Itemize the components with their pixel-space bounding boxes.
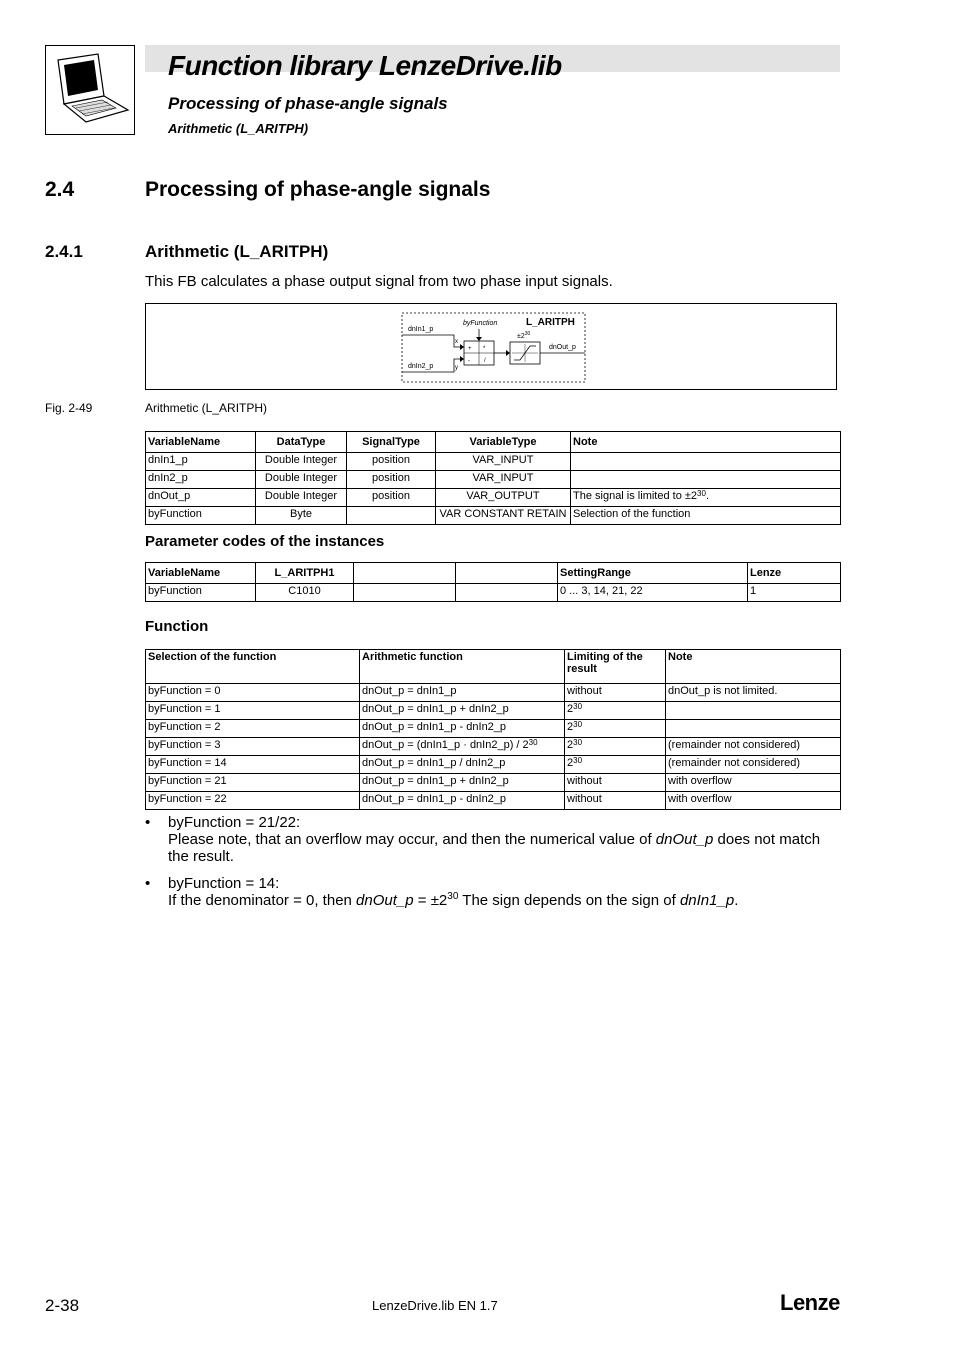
table-row: dnOut_p Double Integer position VAR_OUTPUT The signal is limited to $\pm 2^{30}$. <box>146 489 841 507</box>
table-header-row: Selection of the function Arithmetic function Limiting of the result Note <box>146 650 841 684</box>
function-heading: Function <box>145 618 209 635</box>
section-title: Processing of phase-angle signals <box>145 178 491 201</box>
block-diagram <box>146 304 836 389</box>
brand-logo: Lenze <box>780 1290 840 1315</box>
laptop-logo <box>45 45 135 135</box>
header-subsubtitle: Arithmetic (L_ARITPH) <box>168 121 309 136</box>
figure-frame <box>145 303 837 390</box>
variable-table <box>145 431 841 525</box>
document-id: LenzeDrive.lib EN 1.7 <box>372 1298 498 1313</box>
param-heading: Parameter codes of the instances <box>145 533 385 550</box>
table-row: byFunction = 0 dnOut_p = dnIn1_p without dnOut_p is not limited. <box>146 684 841 702</box>
limit-label: $\pm 2^{30}$ <box>517 331 531 340</box>
notes-list <box>145 814 845 919</box>
svg-text:x: x <box>455 339 458 345</box>
param-table <box>145 562 841 602</box>
subsection-title: Arithmetic (L_ARITPH) <box>145 242 329 261</box>
table-row: byFunction = 1 dnOut_p = dnIn1_p + dnIn2_p $2^{30}$ <box>146 702 841 720</box>
input2-label: dnIn2_p <box>408 363 434 370</box>
header-subtitle: Processing of phase-angle signals <box>168 94 448 113</box>
subsection-number: 2.4.1 <box>45 242 83 261</box>
intro-text: This FB calculates a phase output signal from two phase input signals. <box>145 273 613 290</box>
figure-caption: Arithmetic (L_ARITPH) <box>145 401 268 415</box>
svg-text:-: - <box>468 358 470 364</box>
table-row: byFunction Byte VAR CONSTANT RETAIN Selection of the function <box>146 507 841 525</box>
output-label: dnOut_p <box>549 344 576 351</box>
page-number: 2-38 <box>45 1296 80 1315</box>
table-row: byFunction = 21 dnOut_p = dnIn1_p + dnIn2_p without with overflow <box>146 774 841 792</box>
figure-number: Fig. 2-49 <box>45 401 93 415</box>
page-title: Function library LenzeDrive.lib <box>168 50 562 81</box>
table-header-row: VariableName L_ARITPH1 SettingRange Lenze <box>146 563 841 584</box>
section-number: 2.4 <box>45 178 75 201</box>
table-row: byFunction = 3 dnOut_p = (dnIn1_p · dnIn2_p) / $2^{30}$ $2^{30}$ (remainder not considered) <box>146 738 841 756</box>
table-row: dnIn2_p Double Integer position VAR_INPUT <box>146 471 841 489</box>
svg-text:y: y <box>455 365 458 371</box>
svg-text:+: + <box>468 346 472 352</box>
list-item: • byFunction = 21/22: Please note, that an overflow may occur, and then the numerical value of dnOut_p does not match the result. <box>145 814 821 865</box>
svg-text:*: * <box>483 346 486 352</box>
fb-name: L_ARITPH <box>526 317 575 328</box>
table-row: byFunction C1010 0 ... 3, 14, 21, 22 1 <box>146 584 841 602</box>
table-row: dnIn1_p Double Integer position VAR_INPUT <box>146 453 841 471</box>
param-label: byFunction <box>463 320 498 327</box>
function-table <box>145 649 841 810</box>
table-row: byFunction = 14 dnOut_p = dnIn1_p / dnIn2_p $2^{30}$ (remainder not considered) <box>146 756 841 774</box>
table-row: byFunction = 2 dnOut_p = dnIn1_p - dnIn2_p $2^{30}$ <box>146 720 841 738</box>
input1-label: dnIn1_p <box>408 326 434 333</box>
svg-text:/: / <box>484 358 486 364</box>
table-row: byFunction = 22 dnOut_p = dnIn1_p - dnIn2_p without with overflow <box>146 792 841 810</box>
table-header-row: VariableName DataType SignalType VariableType Note <box>146 432 841 453</box>
laptop-icon <box>46 46 134 134</box>
list-item: • byFunction = 14: If the denominator = 0, then dnOut_p = $\pm 2^{30}$ The sign depends on the sign of dnIn1_p. <box>145 875 739 909</box>
